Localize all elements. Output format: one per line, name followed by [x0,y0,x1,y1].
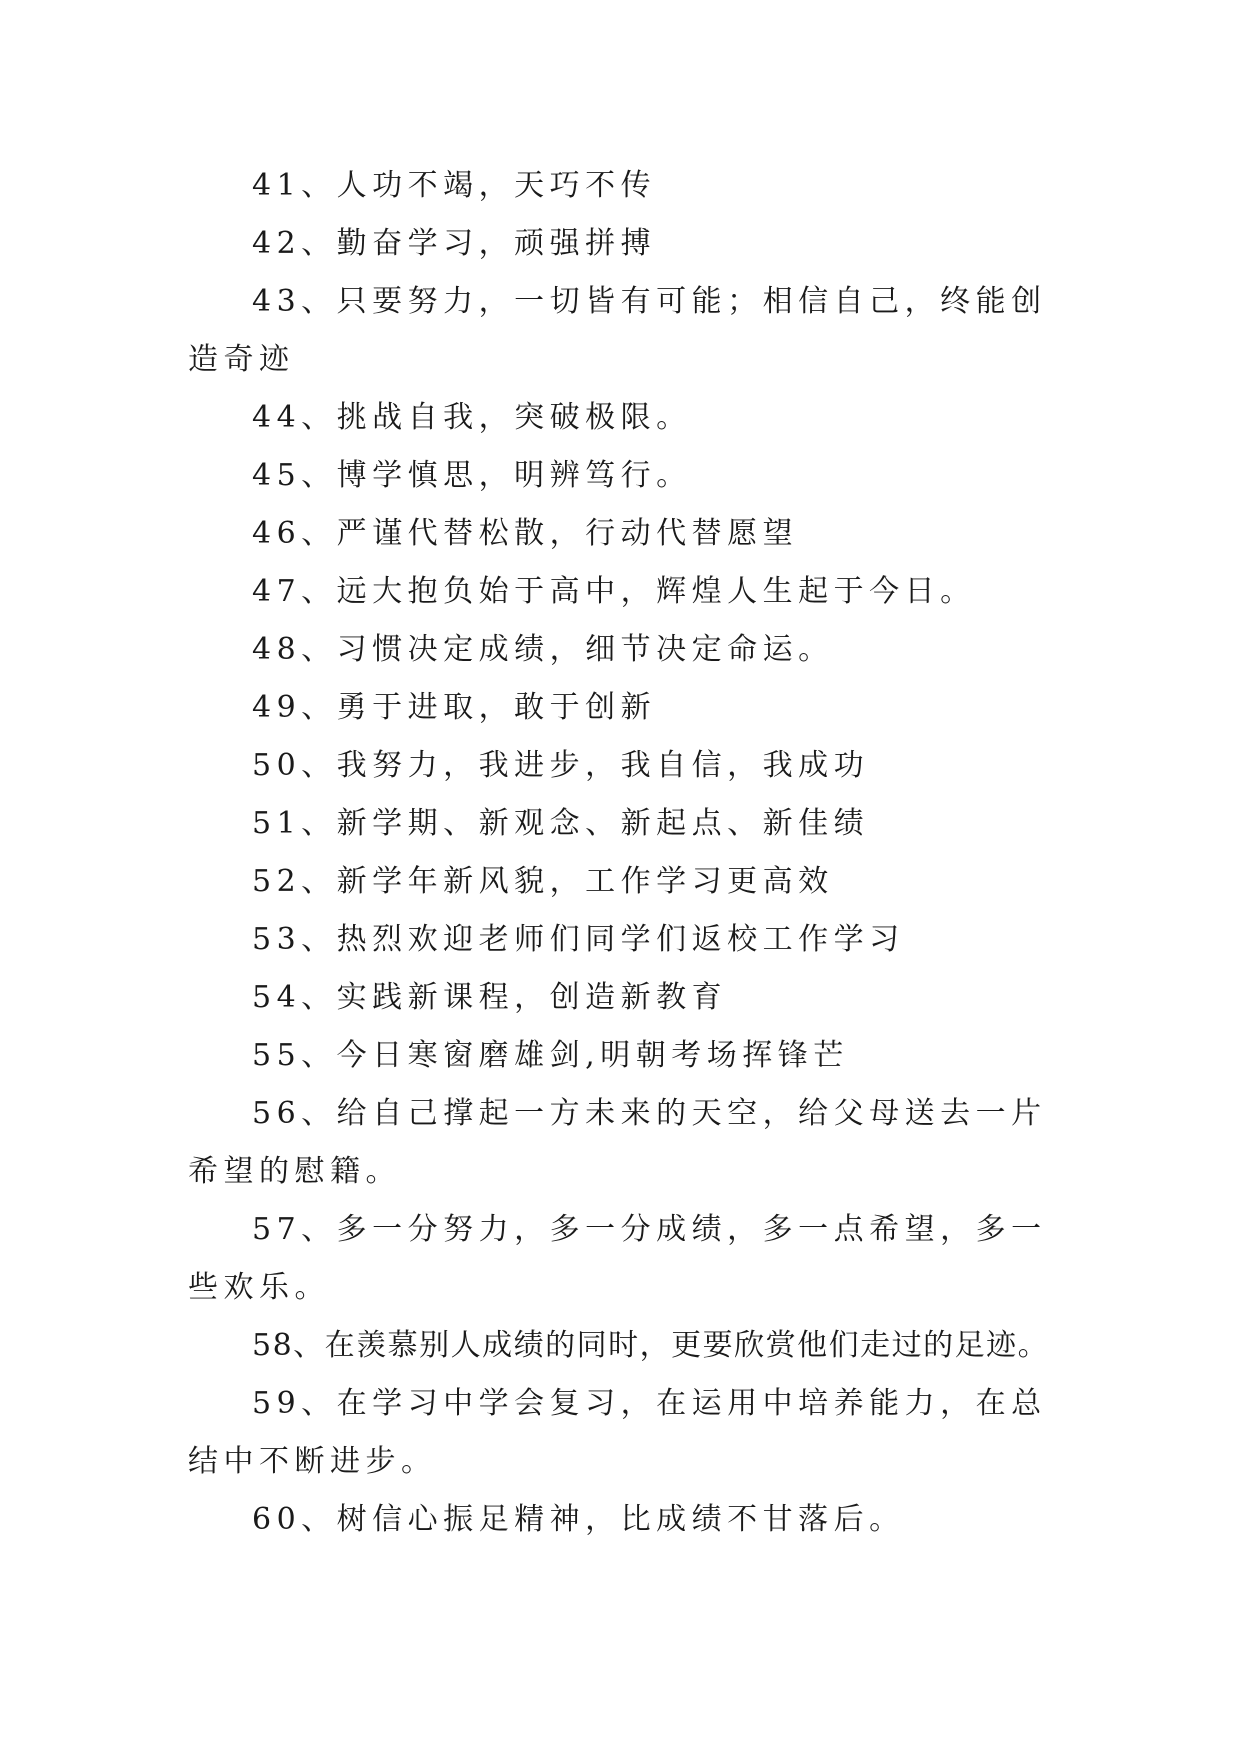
slogan-53: 53、热烈欢迎老师们同学们返校工作学习 [252,922,905,957]
slogan-47: 47、远大抱负始于高中，辉煌人生起于今日。 [252,574,976,609]
slogan-56: 56、给自己撑起一方未来的天空，给父母送去一片希望的慰籍。 [188,1096,1047,1189]
slogan-54: 54、实践新课程，创造新教育 [252,980,728,1015]
slogan-49: 49、勇于进取，敢于创新 [252,690,657,725]
slogan-43: 43、只要努力，一切皆有可能；相信自己，终能创造奇迹 [188,284,1047,377]
slogan-list [188,157,1050,1549]
slogan-59: 59、在学习中学会复习，在运用中培养能力，在总结中不断进步。 [188,1386,1047,1479]
slogan-52: 52、新学年新风貌，工作学习更高效 [252,864,834,899]
slogan-46: 46、严谨代替松散，行动代替愿望 [252,516,799,551]
slogan-48: 48、习惯决定成绩，细节决定命运。 [252,632,834,667]
slogan-45: 45、博学慎思，明辨笃行。 [252,458,692,493]
slogan-55: 55、今日寒窗磨雄剑,明朝考场挥锋芒 [252,1038,849,1073]
slogan-42: 42、勤奋学习，顽强拼搏 [252,226,657,261]
slogan-44: 44、挑战自我，突破极限。 [252,400,692,435]
slogan-50: 50、我努力，我进步，我自信，我成功 [252,748,870,783]
slogan-57: 57、多一分努力，多一分成绩，多一点希望，多一些欢乐。 [188,1212,1047,1305]
slogan-51: 51、新学期、新观念、新起点、新佳绩 [252,806,870,841]
slogan-58: 58、在羡慕别人成绩的同时，更要欣赏他们走过的足迹。 [252,1328,1050,1363]
slogan-60: 60、树信心振足精神，比成绩不甘落后。 [252,1502,905,1537]
slogan-41: 41、人功不竭，天巧不传 [252,168,657,203]
